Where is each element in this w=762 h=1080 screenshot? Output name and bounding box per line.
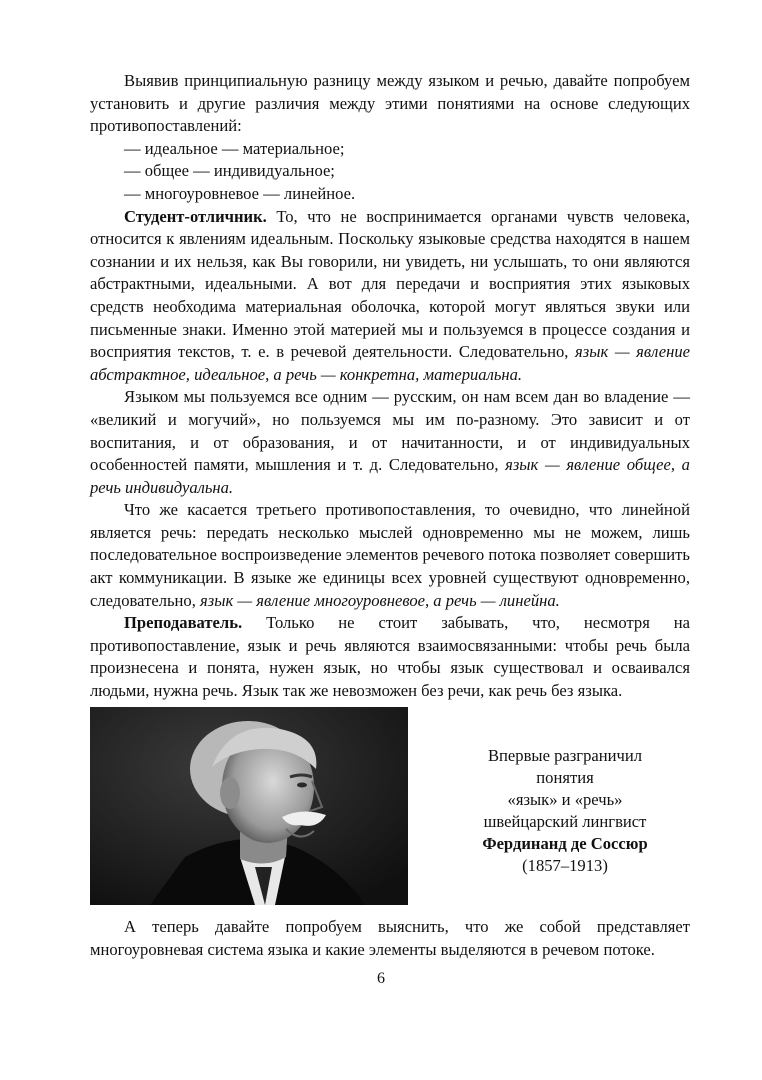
caption-line-3: «язык» и «речь»: [507, 790, 623, 809]
figure-saussure: [90, 707, 690, 907]
caption-name: Фердинанд де Соссюр: [482, 834, 648, 853]
list-item-general-individual: — общее — индивидуальное;: [124, 161, 335, 181]
portrait-illustration: [90, 707, 408, 905]
paragraph-general-conclusion: язык — явление общее, а речь индивидуальна.: [90, 455, 690, 497]
caption-line-1: Впервые разграничил: [487, 746, 643, 765]
paragraph-teacher-text: Только не стоит забывать, что, несмотря на противопоставление, язык и речь являются взаимосвязанными: чтобы речь была произнесена и понята, нужен язык, но чтобы язык существовал и осваивался людьми, нужна речь. Язык так же невозможен без речи, как речь без языка.: [90, 613, 690, 701]
paragraph-student-text: То, что не воспринимается органами чувств человека, относится к явлениям идеальным. Поскольку языковые средства находятся в нашем сознании и их нельзя, как Вы говорили, ни увидеть, ни услышать, то они являются абстрактными, идеальными. А вот для передачи и восприятия этих языковых средств необходима материальная оболочка, которой могут являться звуки или письменные знаки. Именно этой материей мы и пользуемся в процессе создания и восприятия текстов, т. е. в речевой деятельности. Следовательно,: [90, 206, 690, 362]
paragraph-linear-conclusion: язык — явление многоуровневое, а речь — линейна.: [200, 590, 560, 610]
paragraph-general-individual: [90, 386, 690, 499]
portrait-caption: [440, 745, 690, 877]
caption-line-4: швейцарский лингвист: [483, 812, 647, 831]
paragraph-student: [90, 206, 690, 387]
portrait-photo: [90, 707, 408, 905]
caption-line-2: понятия: [536, 768, 594, 787]
body-text-bottom: [90, 916, 690, 961]
speaker-teacher: Преподаватель.: [124, 613, 243, 633]
caption-years: (1857–1913): [522, 856, 608, 875]
list-item-multilevel-linear: — многоуровневое — линейное.: [124, 183, 356, 203]
paragraph-general-text: Языком мы пользуемся все одним — русским, он нам всем дан во владение — «великий и могучий», но пользуемся мы им по-разному. Это зависит и от воспитания, и от образования, и от начитанности, и от индивидуальных особенностей памяти, мышления и т. д. Следовательно,: [90, 387, 690, 475]
paragraph-intro: Выявив принципиальную разницу между языком и речью, давайте попробуем установить и другие различия между этими понятиями на основе следующих противопоставлений:: [90, 71, 690, 136]
paragraph-closing: А теперь давайте попробуем выяснить, что же собой представляет многоуровневая система языка и какие элементы выделяются в речевом потоке.: [90, 917, 690, 959]
list-item-ideal-material: — идеальное — материальное;: [124, 138, 345, 158]
paragraph-student-conclusion: язык — явление абстрактное, идеальное, а речь — конкретна, материальна.: [90, 342, 690, 384]
paragraph-teacher: [90, 612, 690, 702]
body-text-top: [90, 70, 690, 703]
speaker-student: Студент-отличник.: [124, 206, 267, 226]
page-number: 6: [377, 970, 385, 987]
paragraph-linear: [90, 499, 690, 612]
paragraph-linear-text: Что же касается третьего противопоставления, то очевидно, что линейной является речь: передать несколько мыслей одновременно мы не можем, лишь последовательное воспроизведение элементов речевого потока позволяет совершить акт коммуникации. В языке же единицы всех уровней существуют одновременно, следовательно,: [90, 500, 690, 610]
